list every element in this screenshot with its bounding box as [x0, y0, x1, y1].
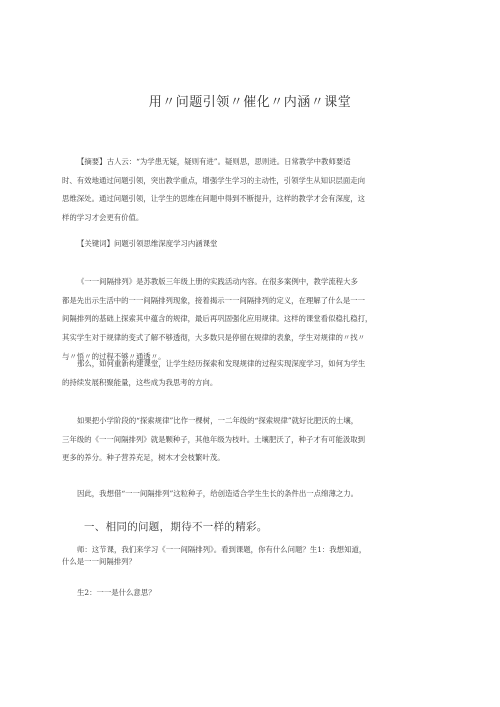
intro-line: 与〃悟〃的过程不够〃通透〃。 [62, 351, 166, 361]
intro-line: 《一一间隔排列》是苏教版三年级上册的实践活动内容。在很多案例中，教学流程大多 [77, 277, 358, 286]
metaphor-line: 三年级的《一一间隔排列》就是颗种子，其他年级为枝叶。土壤肥沃了，种子才有可能汲取到 [62, 434, 366, 444]
abstract-line: 样的学习才会更有价值。 [62, 213, 144, 223]
abstract-line: 思维深处。通过问题引领，让学生的思维在问题中得到不断提升，这样的教学才会有深度，这 [62, 194, 366, 204]
intro-paragraph [62, 273, 444, 367]
then-line: 的持续发展积聚能量，这些成为我思考的方向。 [62, 377, 218, 387]
metaphor-line: 更多的养分。种子营养充足，树木才会枝繁叶茂。 [62, 453, 225, 463]
dialog-paragraph [62, 544, 444, 568]
keywords-line: 【关键词】问题引领思维深度学习内涵课堂 [77, 239, 218, 248]
section-heading: 一、相同的问题，期待不一样的精彩。 [84, 521, 268, 533]
dialog-line: 生2：一一是什么意思？ [77, 588, 156, 597]
dialog-paragraph-2 [62, 584, 444, 603]
intro-line: 其实学生对于规律的变式了解不够透彻，大多数只是停留在规律的表象，学生对规律的〃找〃 [62, 333, 366, 343]
dialog-line: 什么是一一间隔排列？ [62, 557, 136, 567]
abstract-line: 时、有效地通过问题引领，突出教学重点，增强学生学习的主动性，引领学生从知识层面走向 [62, 175, 366, 185]
therefore-paragraph [62, 485, 444, 504]
metaphor-paragraph [62, 412, 444, 468]
therefore-line: 因此，我想借“一一间隔排列”这粒种子，给创造适合学生生长的条件出一点绵薄之力。 [77, 489, 359, 498]
metaphor-line: 如果把小学阶段的“探索规律”比作一棵树，一二年级的“探索规律”就好比肥沃的土壤， [77, 416, 359, 425]
intro-line: 都是先出示生活中的一一间隔排列现象，接着揭示一一间隔排列的定义，在理解了什么是一一 [62, 295, 366, 305]
keywords-paragraph [62, 235, 444, 254]
then-line: 那么，如何重新构建课堂，让学生经历探索和发现规律的过程实现深度学习，如何为学生 [77, 359, 366, 368]
abstract-line: 【摘要】古人云：“为学患无疑，疑则有进”。疑则思，思则进。日常教学中教师要适 [77, 157, 351, 166]
document-title: 用〃问题引领〃催化〃内涵〃课堂 [148, 95, 352, 110]
intro-line: 间隔排列的基础上探索其中蕴含的规律，最后再巩固强化应用规律。这样的课堂看似稳扎稳打， [62, 314, 373, 324]
then-paragraph [62, 355, 444, 392]
dialog-line: 师：这节课，我们来学习《一一间隔排列》。看到课题，你有什么问题？生1：我想知道， [77, 545, 367, 554]
abstract-paragraph [62, 153, 444, 228]
